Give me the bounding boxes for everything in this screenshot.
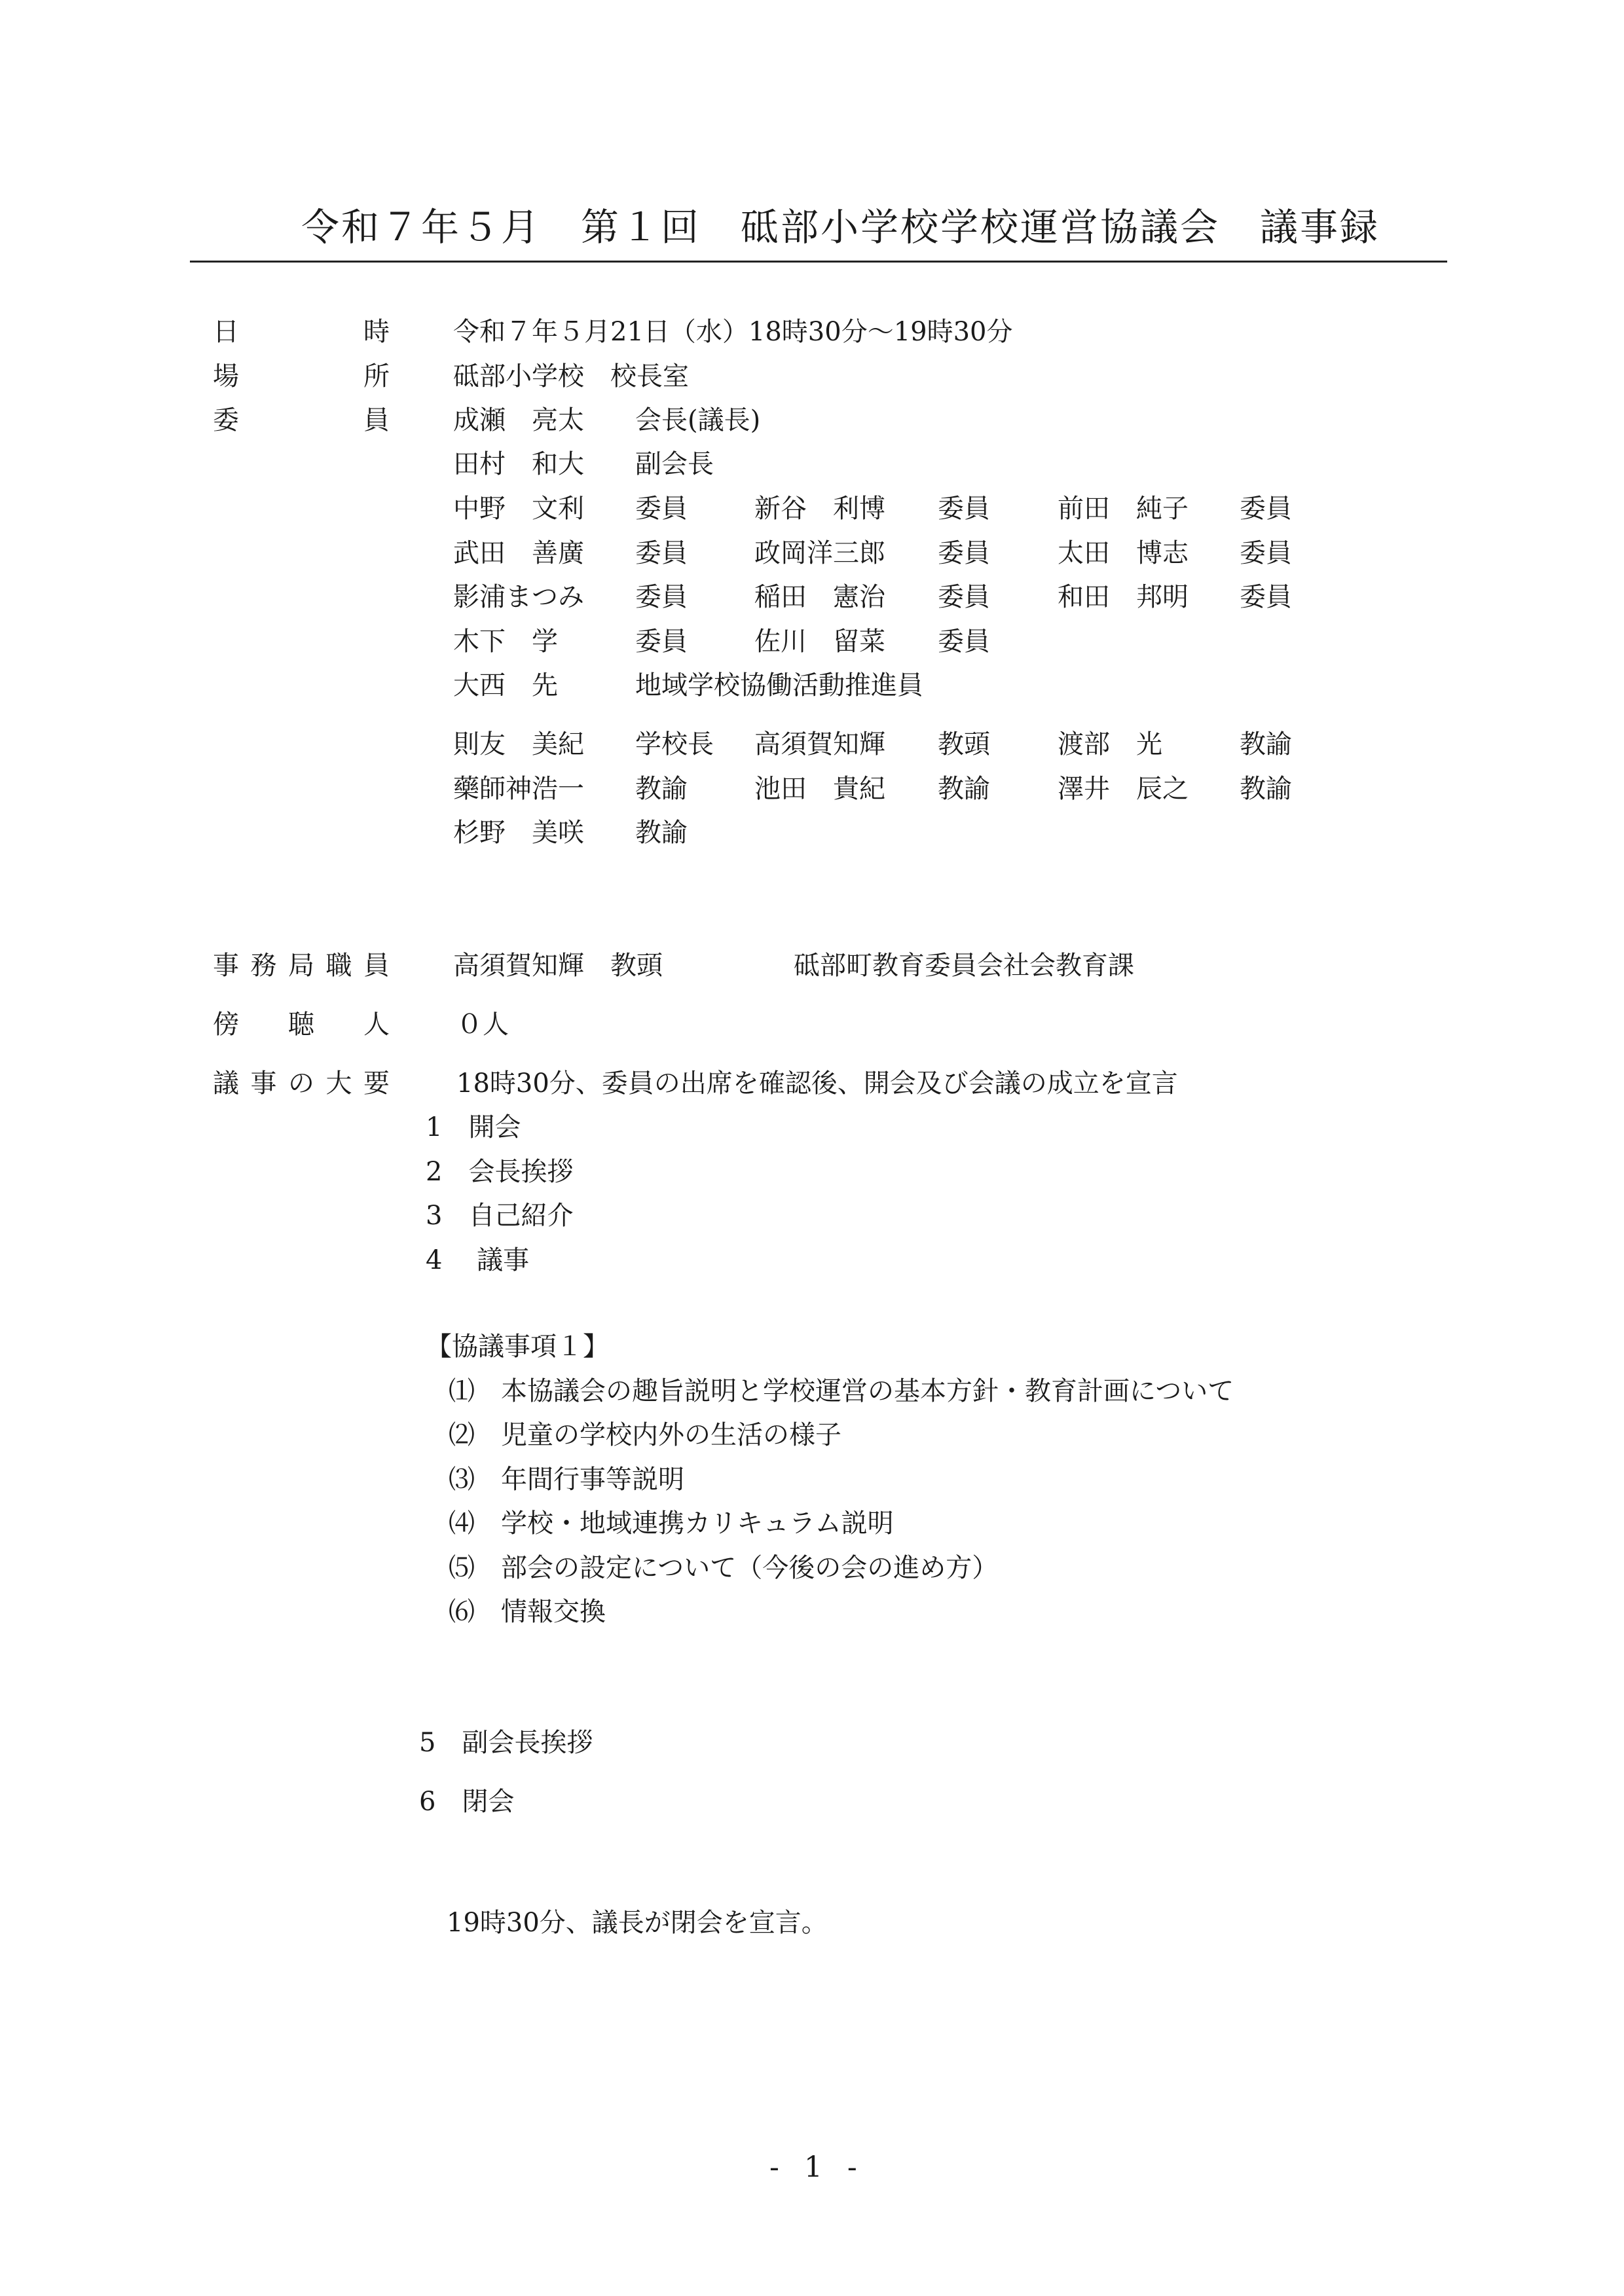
agenda-item: ⑸ 部会の設定について（今後の会の進め方） — [449, 1553, 999, 1583]
summary-item: 1 開会 — [426, 1112, 521, 1142]
label-char: 聴 — [288, 1010, 314, 1040]
staff-role: 教頭 — [938, 729, 990, 759]
member-role: 委員 — [635, 494, 688, 524]
staff-name: 渡部 光 — [1058, 729, 1162, 759]
staff-role: 教諭 — [635, 774, 688, 804]
staff-role: 教諭 — [1240, 774, 1292, 804]
label-char: 員 — [363, 951, 390, 981]
member-role: 委員 — [635, 627, 688, 657]
label-char: 要 — [363, 1068, 390, 1099]
label-char: 所 — [363, 361, 390, 392]
datetime-label — [213, 311, 390, 348]
member-name: 稲田 憲治 — [754, 582, 885, 612]
label-char: 委 — [213, 405, 239, 435]
member-name: 影浦まつみ — [453, 582, 584, 612]
member-name: 前田 純子 — [1058, 494, 1189, 524]
observers-value: ０人 — [456, 1010, 509, 1040]
page-number: - 1 - — [769, 2151, 865, 2184]
agenda-item: ⑶ 年間行事等説明 — [449, 1465, 684, 1495]
label-char: 務 — [250, 951, 277, 981]
page-title: 令和７年５月 第１回 砥部小学校学校運営協議会 議事録 — [301, 205, 1380, 249]
staff-role: 学校長 — [635, 729, 714, 759]
staff-role: 教諭 — [1240, 729, 1292, 759]
coordinator-name: 大西 先 — [453, 670, 558, 701]
title-underline — [190, 261, 1447, 263]
label-char: 大 — [325, 1068, 352, 1099]
summary-opening: 18時30分、委員の出席を確認後、開会及び会議の成立を宣言 — [456, 1068, 1178, 1099]
label-char: 議 — [213, 1068, 239, 1099]
agenda-item: ⑵ 児童の学校内外の生活の様子 — [449, 1420, 841, 1450]
summary-item: 2 会長挨拶 — [426, 1157, 574, 1187]
member-name: 成瀬 亮太 — [453, 405, 584, 435]
secretariat-label — [213, 945, 390, 982]
staff-role: 教諭 — [635, 818, 688, 848]
member-name: 木下 学 — [453, 627, 558, 657]
closing-statement: 19時30分、議長が閉会を宣言。 — [447, 1908, 828, 1938]
summary-item: 3 自己紹介 — [426, 1201, 574, 1231]
member-name: 和田 邦明 — [1058, 582, 1189, 612]
label-char: 職 — [325, 951, 352, 981]
label-char: 事 — [250, 1068, 277, 1099]
member-name: 政岡洋三郎 — [754, 538, 885, 568]
member-name: 新谷 利博 — [754, 494, 885, 524]
member-role: 会長(議長) — [635, 405, 761, 435]
member-role: 副会長 — [635, 449, 714, 479]
summary-item: 4 議事 — [426, 1245, 530, 1275]
closing-item: 6 閉会 — [419, 1787, 515, 1817]
staff-name: 澤井 辰之 — [1058, 774, 1189, 804]
datetime-value: 令和７年５月21日（水）18時30分～19時30分 — [453, 317, 1013, 347]
members-label — [213, 399, 390, 437]
member-name: 武田 善廣 — [453, 538, 584, 568]
observers-label — [213, 1004, 390, 1041]
staff-name: 池田 貴紀 — [754, 774, 885, 804]
label-char: 員 — [363, 405, 390, 435]
label-char: 傍 — [213, 1010, 239, 1040]
coordinator-role: 地域学校協働活動推進員 — [635, 670, 923, 701]
label-char: 人 — [363, 1010, 390, 1040]
staff-name: 高須賀知輝 — [754, 729, 885, 759]
label-char: の — [288, 1068, 314, 1099]
member-role: 委員 — [938, 538, 990, 568]
member-role: 委員 — [635, 538, 688, 568]
place-value: 砥部小学校 校長室 — [453, 361, 689, 392]
staff-role: 教諭 — [938, 774, 990, 804]
staff-name: 杉野 美咲 — [453, 818, 584, 848]
member-role: 委員 — [1240, 582, 1292, 612]
place-label — [213, 355, 390, 393]
member-role: 委員 — [938, 582, 990, 612]
summary-label — [213, 1063, 390, 1100]
member-role: 委員 — [1240, 538, 1292, 568]
secretariat-person: 高須賀知輝 教頭 — [453, 951, 663, 981]
label-char: 場 — [213, 361, 239, 392]
member-name: 太田 博志 — [1058, 538, 1189, 568]
agenda-item: ⑷ 学校・地域連携カリキュラム説明 — [449, 1508, 894, 1539]
agenda-heading: 【協議事項１】 — [426, 1332, 609, 1362]
member-name: 佐川 留菜 — [754, 627, 885, 657]
label-char: 局 — [288, 951, 314, 981]
staff-name: 則友 美紀 — [453, 729, 584, 759]
member-role: 委員 — [938, 627, 990, 657]
agenda-item: ⑹ 情報交換 — [449, 1597, 606, 1627]
member-role: 委員 — [635, 582, 688, 612]
member-name: 中野 文利 — [453, 494, 584, 524]
member-role: 委員 — [938, 494, 990, 524]
label-char: 事 — [213, 951, 239, 981]
member-role: 委員 — [1240, 494, 1292, 524]
label-char: 日 — [213, 317, 239, 347]
member-name: 田村 和大 — [453, 449, 584, 479]
secretariat-org: 砥部町教育委員会社会教育課 — [794, 951, 1134, 981]
staff-name: 藥師神浩一 — [453, 774, 584, 804]
label-char: 時 — [363, 317, 390, 347]
closing-item: 5 副会長挨拶 — [419, 1728, 593, 1758]
agenda-item: ⑴ 本協議会の趣旨説明と学校運営の基本方針・教育計画について — [449, 1376, 1234, 1406]
